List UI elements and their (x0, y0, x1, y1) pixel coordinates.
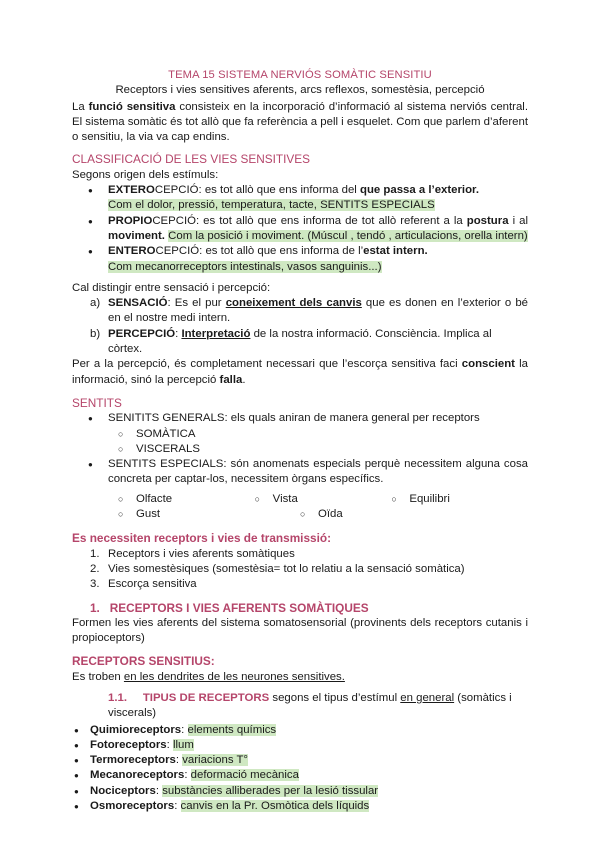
sense-equilibri: ○ Equilibri (391, 492, 528, 507)
list-item-exterocepcio: ● EXTEROCEPCIÓ: es tot allò que ens informa del que passa a l’exterior. Com el dolor, pressió, temperatura, tacte, SENTITS ESPECIALS (72, 183, 528, 214)
receptor-types-list (72, 723, 528, 815)
special-senses-row-1 (72, 492, 528, 507)
intro-paragraph: La funció sensitiva consisteix en la incorporació d’informació al sistema nerviós central. El sistema somàtic és tot allò que fa referència a pell i esquelet. Com que parlem d’aferent o sensitiu, la via va cap endins. (72, 100, 529, 144)
special-senses-row-2 (72, 507, 528, 522)
page-title: TEMA 15 SISTEMA NERVIÓS SOMÀTIC SENSITIU (168, 69, 432, 81)
sensation-perception-lead: Cal distingir entre sensació i percepció: (72, 281, 271, 294)
sub-item-viscerals: ○ VISCERALS (72, 442, 528, 457)
classification-lead: Segons origen dels estímuls: (72, 168, 219, 181)
percepcio-item: b) PERCEPCIÓ: Interpretació de la nostra informació. Consciència. Implica al còrtex. (90, 327, 492, 356)
sentits-heading: SENTITS (72, 395, 122, 410)
list-item-enterocepcio: ● ENTEROCEPCIÓ: es tot allò que ens informa de l’estat intern. Com mecanorreceptors intestinals, vasos sanguinis...) (72, 244, 528, 275)
sense-gust: ○ Gust (118, 507, 300, 522)
receptor-foto: ● Fotoreceptors: llum (72, 738, 528, 753)
receptor-quimio: ● Quimioreceptors: elements químics (72, 723, 528, 738)
list-item: 1. Receptors i vies aferents somàtiques (90, 547, 295, 560)
receptors-text: Es troben en les dendrites de les neurones sensitives. (72, 670, 345, 683)
sensacio-item: a) SENSACIÓ: Es el pur coneixement dels canvis que es donen en l’exterior o bé en el nostre medi intern. (90, 297, 528, 325)
sense-oida: ○ Oïda (300, 507, 482, 522)
receptor-noci: ● Nociceptors: substàncies alliberades per la lesió tissular (72, 784, 528, 799)
receptor-osmo: ● Osmoreceptors: canvis en la Pr. Osmòtica dels líquids (72, 799, 528, 814)
perception-paragraph: Per a la percepció, és completament necessari que l’escorça sensitiva faci conscient la informació, sinó la percepció falla. (72, 358, 528, 386)
document-content (72, 68, 528, 814)
general-senses-item: ● SENITITS GENERALS: els quals aniran de manera general per receptors (72, 411, 528, 426)
list-item: 2. Vies somestèsiques (somestèsia= tot lo relatiu a la sensació somàtica) (90, 562, 465, 575)
list-item-propiocepcio: ● PROPIOCEPCIÓ: es tot allò que ens informa de tot allò referent a la postura i al moviment. Com la posició i moviment. (Múscul , tendó , articulacions, orella intern) (72, 214, 528, 245)
transmission-heading: Es necessiten receptors i vies de transmissió: (72, 531, 331, 546)
page-subtitle: Receptors i vies sensitives aferents, arcs reflexos, somestèsia, percepció (115, 84, 485, 97)
receptor-mecano: ● Mecanoreceptors: deformació mecànica (72, 768, 528, 783)
classification-list (72, 183, 528, 275)
list-item: 3. Escorça sensitiva (90, 578, 197, 591)
receptor-termo: ● Termoreceptors: variacions T° (72, 753, 528, 768)
sentits-list (72, 411, 528, 487)
receptor-types-heading: 1.1. TIPUS DE RECEPTORS segons el tipus d’estímul en general (somàtics i viscerals) (108, 691, 512, 720)
section-1-heading: 1. RECEPTORS I VIES AFERENTS SOMÀTIQUES (90, 600, 369, 615)
sense-olfacte: ○ Olfacte (118, 492, 255, 507)
classification-heading: CLASSIFICACIÓ DE LES VIES SENSITIVES (72, 152, 310, 167)
sub-item-somatica: ○ SOMÀTICA (72, 427, 528, 442)
receptors-heading: RECEPTORS SENSITIUS: (72, 654, 215, 669)
special-senses-item: ● SENTITS ESPECIALS: són anomenats especials perquè necessitem alguna cosa concreta per captar-los, necessitem òrgans específics. (72, 457, 528, 488)
transmission-list (72, 547, 528, 593)
sense-vista: ○ Vista (255, 492, 392, 507)
section-1-text: Formen les vies aferents del sistema somatosensorial (provinents dels receptors cutanis i propioceptors) (72, 616, 528, 645)
